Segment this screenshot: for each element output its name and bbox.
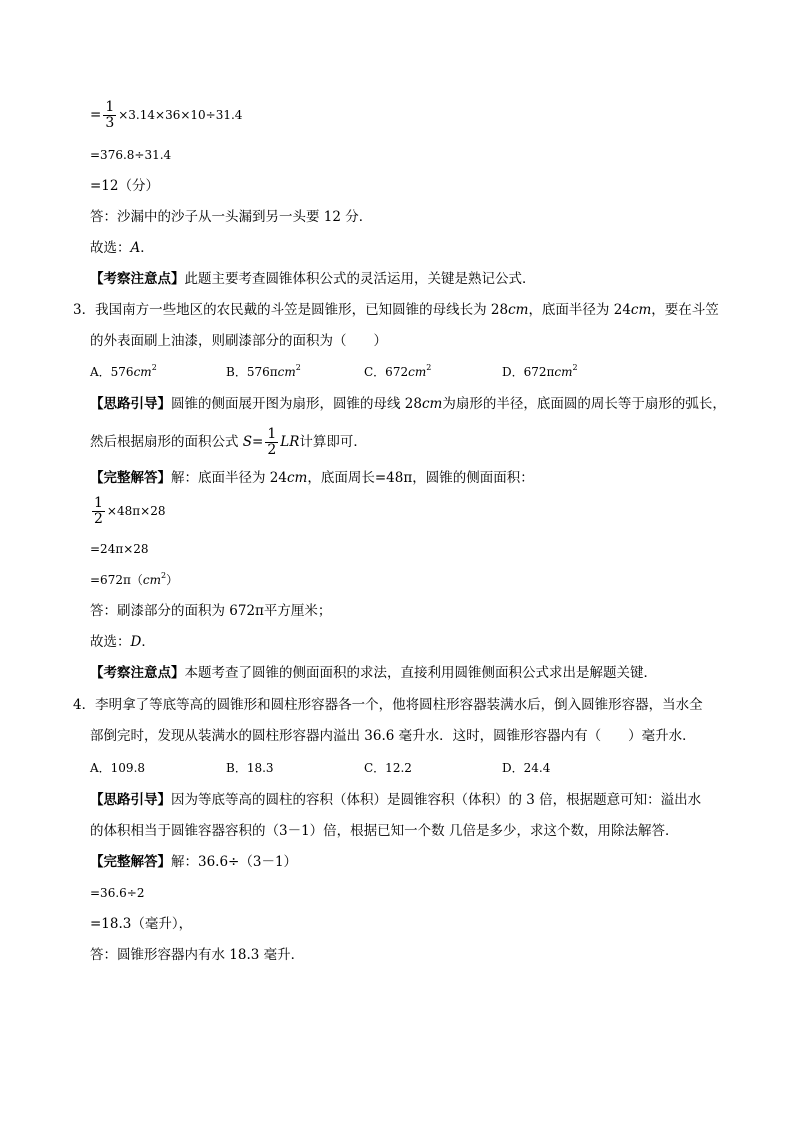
solution-tag: 【完整解答】 [90,854,171,870]
question-number: 3． [73,302,96,318]
option-a: A．109.8 [90,761,146,775]
q3-note-line: 【考察注意点】本题考查了圆锥的侧面面积的求法，直接利用圆锥侧面积公式求出是解题关键． [90,665,657,681]
q4-answer-line: 答：圆锥形容器内有水 18.3 毫升． [90,947,305,963]
fraction-one-half: $\frac{1}{2}$ [267,426,277,458]
calc-expression: ×3.14×36×10÷31.4 [118,108,243,122]
q4-solution-line-2: =36.6÷2 [90,886,145,900]
q3-choice-line: 故选：D． [90,634,155,650]
fraction-one-third: $\frac{1}{3}$ [105,99,115,131]
q4-hint-line-1: 【思路引导】因为等底等高的圆柱的容积（体积）是圆锥容积（体积）的 3 倍，根据题意可知：溢出水 [90,792,702,808]
q3-solution-line-4: $=672\pi(cm^2)$ [90,571,179,587]
q3-answer-line: 答：刷漆部分的面积为 672π平方厘米； [90,603,332,619]
q3-hint-line-2: 然后根据扇形的面积公式 S= $\frac{1}{2}$ LR计算即可． [90,426,367,458]
calc-line-1 [90,100,242,131]
option-c: C．$672cm^2$ [364,363,432,379]
option-a: A．$576cm^2$ [90,363,157,379]
note-tag: 【考察注意点】 [90,271,185,287]
fraction-one-half: $\frac{1}{2}$ [94,495,103,527]
option-d: D．672πcm$^2$ [502,363,578,379]
hint-tag: 【思路引导】 [90,396,171,412]
note-tag: 【考察注意点】 [90,665,185,681]
question-3-line-1: 3．我国南方一些地区的农民戴的斗笠是圆锥形，已知圆锥的母线长为 28cm，底面半径为 24cm，要在斗笠 [73,302,719,318]
solution-tag: 【完整解答】 [90,470,171,486]
option-b: B．576πcm$^2$ [226,363,301,379]
question-4-line-2: 部倒完时，发现从装满水的圆柱形容器内溢出 36.6 毫升水．这时，圆锥形容器内有（ ）毫升水． [90,728,696,744]
q4-solution-line-1: 【完整解答】解：36.6÷（3－1） [90,854,298,870]
question-3-line-2: 的外表面刷上油漆，则刷漆部分的面积为（ ） [90,333,387,349]
choice-line: 故选：A． [90,240,154,256]
equals-sign: = [90,107,102,123]
q4-solution-line-3: =18.3（毫升）， [90,916,193,932]
choice-answer: D [130,634,142,650]
choice-answer: A [130,240,141,256]
q3-solution-line-1: 【完整解答】解：底面半径为 24cm，底面周长=48π，圆锥的侧面面积： [90,470,534,486]
hint-tag: 【思路引导】 [90,792,171,808]
option-b: B．18.3 [226,761,274,775]
q3-hint-line-1: 【思路引导】圆锥的侧面展开图为扇形，圆锥的母线 28cm为扇形的半径，底面圆的周长等于扇形的弧长， [90,396,726,412]
q3-solution-line-2: $\frac{1}{2}$ ×48π×28 [94,495,166,527]
calc-line-3: =12（分） [90,178,159,194]
option-c: C．12.2 [364,761,412,775]
option-d: D．24.4 [502,761,551,775]
note-line [90,270,536,288]
q4-hint-line-2: 的体积相当于圆锥容器容积的（3－1）倍，根据已知一个数 几倍是多少，求这个数，用除法解答． [90,823,679,839]
question-4-line-1: 4．李明拿了等底等高的圆锥形和圆柱形容器各一个，他将圆柱形容器装满水后，倒入圆锥形容器，当水全 [73,697,703,713]
calc-line-2: =376.8÷31.4 [90,148,172,162]
note-text: 此题主要考查圆锥体积公式的灵活运用，关键是熟记公式． [184,271,536,287]
answer-line: 答：沙漏中的沙子从一头漏到另一头要 12 分． [90,209,373,225]
question-number: 4． [73,697,96,713]
q3-solution-line-3: =24π×28 [90,542,149,556]
